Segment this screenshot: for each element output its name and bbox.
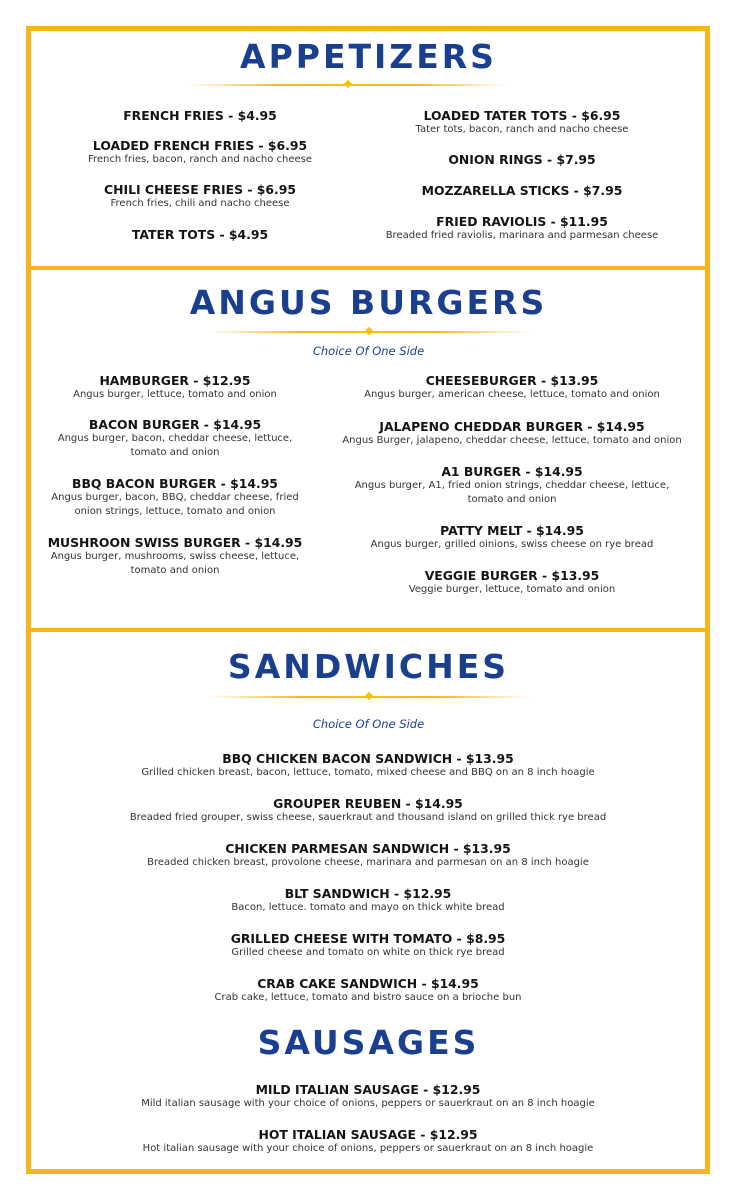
menu-item-description: Angus burger, A1, fried onion strings, cheddar cheese, lettuce, tomato and onion	[354, 480, 670, 505]
menu-item-name: CRAB CAKE SANDWICH - $14.95	[257, 976, 479, 991]
menu-item-description: Grilled cheese and tomato on white on thick rye bread	[231, 947, 505, 958]
menu-item	[352, 108, 692, 137]
menu-item-name: LOADED TATER TOTS - $6.95	[423, 108, 621, 123]
menu-item	[40, 182, 360, 211]
menu-item-description: Grilled chicken breast, bacon, lettuce, tomato, mixed cheese and BBQ on an 8 inch hoagie	[141, 767, 595, 778]
menu-item-description: Angus burger, bacon, cheddar cheese, lettuce, tomato and onion	[57, 433, 293, 458]
section-divider	[31, 628, 705, 632]
burgers-subtitle: Choice Of One Side	[312, 344, 425, 358]
menu-item-name: MILD ITALIAN SAUSAGE - $12.95	[255, 1082, 481, 1097]
menu-item	[332, 523, 692, 552]
menu-item-description: Bacon, lettuce. tomato and mayo on thick white bread	[231, 902, 505, 913]
menu-item-name: LOADED FRENCH FRIES - $6.95	[92, 138, 308, 153]
menu-item-name: HOT ITALIAN SAUSAGE - $12.95	[258, 1127, 478, 1142]
menu-item-name: TATER TOTS - $4.95	[131, 227, 269, 242]
menu-item	[40, 108, 360, 123]
menu-item-description: Breaded chicken breast, provolone cheese, marinara and parmesan on an 8 inch hoagie	[147, 857, 589, 868]
menu-item-name: FRIED RAVIOLIS - $11.95	[436, 214, 608, 229]
title-underline	[208, 331, 530, 333]
menu-item-description: Breaded fried grouper, swiss cheese, sauerkraut and thousand island on grilled thick rye bread	[129, 812, 607, 823]
sandwiches-list	[40, 751, 696, 1005]
menu-item	[332, 373, 692, 402]
menu-item	[40, 1127, 696, 1156]
menu-item-name: MUSHROON SWISS BURGER - $14.95	[47, 535, 303, 550]
appetizers-right-column	[352, 108, 692, 243]
menu-item-name: CHILI CHEESE FRIES - $6.95	[104, 182, 296, 197]
menu-item-name: ONION RINGS - $7.95	[448, 152, 596, 167]
menu-item-description: Angus Burger, jalapeno, cheddar cheese, lettuce, tomato and onion	[342, 435, 682, 446]
menu-item-name: A1 BURGER - $14.95	[441, 464, 583, 479]
title-underline	[208, 696, 530, 698]
menu-item-description: French fries, bacon, ranch and nacho cheese	[87, 154, 313, 165]
menu-item-description: Angus burger, grilled oinions, swiss cheese on rye bread	[370, 539, 654, 550]
menu-item	[352, 152, 692, 167]
menu-item-description: Breaded fried raviolis, marinara and parmesan cheese	[385, 230, 659, 241]
menu-item-name: HAMBURGER - $12.95	[99, 373, 251, 388]
menu-item	[332, 464, 692, 507]
menu-item-name: BBQ CHICKEN BACON SANDWICH - $13.95	[222, 751, 514, 766]
sausages-list	[40, 1082, 696, 1156]
menu-item-description: Angus burger, american cheese, lettuce, tomato and onion	[364, 389, 660, 400]
menu-item	[40, 886, 696, 915]
menu-item-name: PATTY MELT - $14.95	[440, 523, 584, 538]
menu-item	[40, 796, 696, 825]
menu-item-name: FRENCH FRIES - $4.95	[123, 108, 277, 123]
menu-item	[332, 419, 692, 448]
menu-item-name: GROUPER REUBEN - $14.95	[273, 796, 463, 811]
menu-item	[352, 214, 692, 243]
menu-item-name: BBQ BACON BURGER - $14.95	[72, 476, 278, 491]
menu-item-name: GRILLED CHEESE WITH TOMATO - $8.95	[230, 931, 506, 946]
menu-item	[40, 841, 696, 870]
menu-item	[352, 183, 692, 198]
menu-item-name: CHEESEBURGER - $13.95	[425, 373, 599, 388]
menu-item	[40, 976, 696, 1005]
menu-item-description: Veggie burger, lettuce, tomato and onion	[408, 584, 616, 595]
menu-item-name: MOZZARELLA STICKS - $7.95	[421, 183, 623, 198]
menu-item-description: Angus burger, lettuce, tomato and onion	[73, 389, 277, 400]
menu-item-description: Tater tots, bacon, ranch and nacho cheese	[415, 124, 629, 135]
menu-item	[40, 1082, 696, 1111]
menu-item-name: VEGGIE BURGER - $13.95	[424, 568, 600, 583]
menu-item-description: Mild italian sausage with your choice of onions, peppers or sauerkraut on an 8 inch hoagie	[141, 1098, 595, 1109]
menu-item	[40, 535, 310, 578]
sandwiches-title: SANDWICHES	[227, 647, 510, 686]
appetizers-title: APPETIZERS	[240, 37, 497, 76]
menu-item	[40, 751, 696, 780]
menu-item-description: Angus burger, mushrooms, swiss cheese, lettuce, tomato and onion	[50, 551, 300, 576]
menu-item-name: JALAPENO CHEDDAR BURGER - $14.95	[379, 419, 645, 434]
title-underline	[188, 84, 508, 86]
menu-item-description: Hot italian sausage with your choice of onions, peppers or sauerkraut on an 8 inch hoagie	[142, 1143, 594, 1154]
section-divider	[31, 266, 705, 270]
menu-item-name: BACON BURGER - $14.95	[88, 417, 262, 432]
menu-item	[40, 373, 310, 402]
menu-item-name: BLT SANDWICH - $12.95	[284, 886, 452, 901]
menu-item	[332, 568, 692, 597]
menu-item-name: CHICKEN PARMESAN SANDWICH - $13.95	[225, 841, 511, 856]
menu-item-description: Angus burger, bacon, BBQ, cheddar cheese, fried onion strings, lettuce, tomato and onion	[51, 492, 299, 517]
burgers-title: ANGUS BURGERS	[189, 283, 548, 322]
burgers-left-column	[40, 373, 310, 578]
sausages-title: SAUSAGES	[257, 1023, 480, 1062]
menu-item	[40, 476, 310, 519]
sandwiches-subtitle: Choice Of One Side	[312, 717, 425, 731]
appetizers-left-column	[40, 108, 360, 242]
menu-item	[40, 417, 310, 460]
burgers-right-column	[332, 373, 692, 597]
menu-item-description: Crab cake, lettuce, tomato and bistro sauce on a brioche bun	[214, 992, 522, 1003]
menu-item-description: French fries, chili and nacho cheese	[110, 198, 290, 209]
menu-item	[40, 931, 696, 960]
menu-item	[40, 138, 360, 167]
menu-item	[40, 227, 360, 242]
